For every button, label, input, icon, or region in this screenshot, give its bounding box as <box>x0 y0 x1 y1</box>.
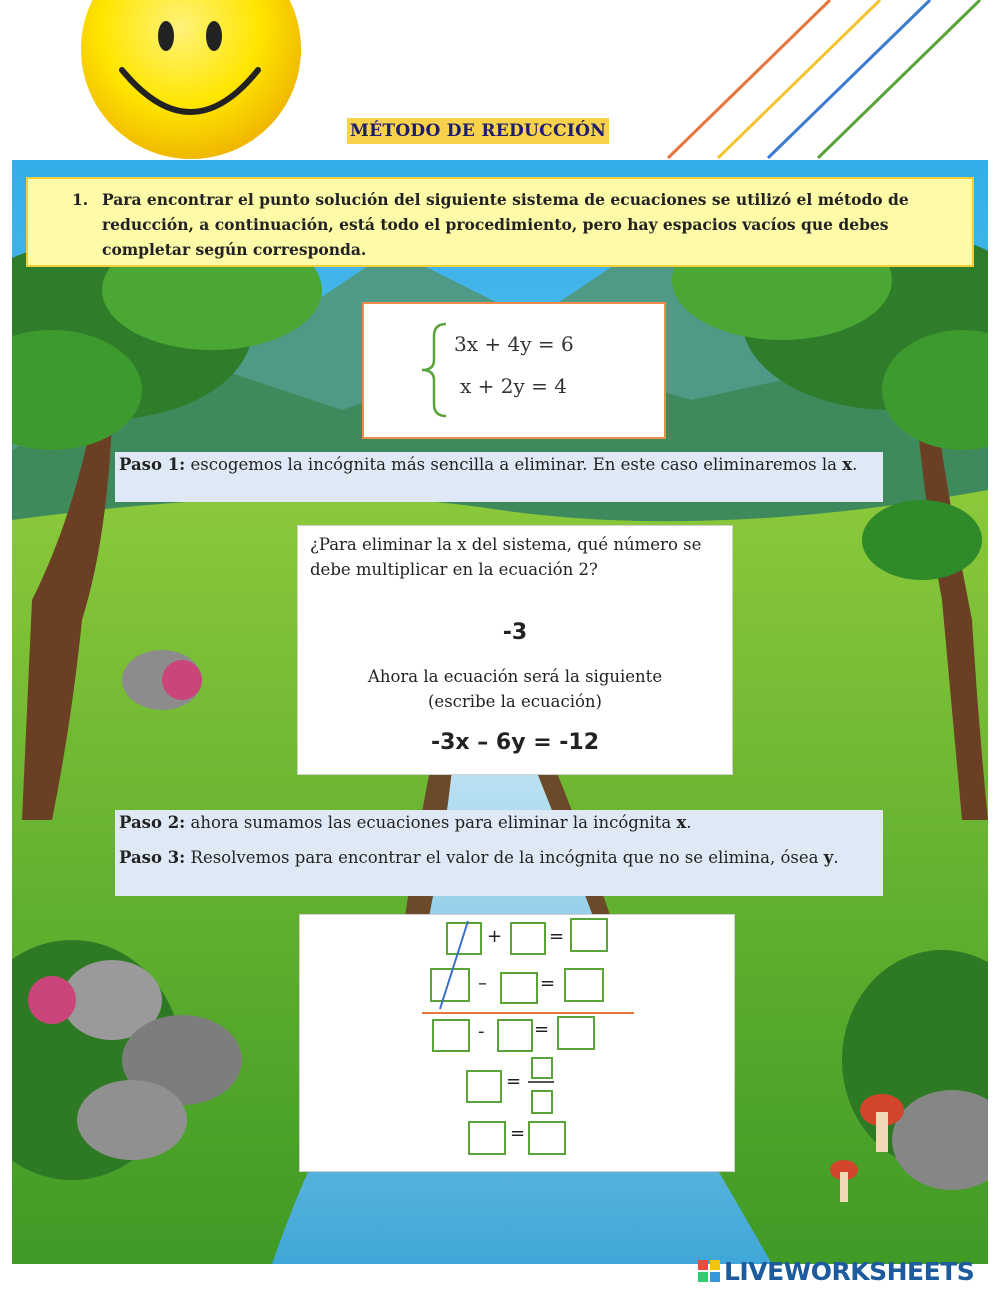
decorative-stripes <box>660 0 1000 160</box>
equals-sign: = <box>534 1019 550 1040</box>
blank-row5-result[interactable] <box>528 1121 566 1155</box>
equation-2: x + 2y = 4 <box>460 374 567 398</box>
blank-input[interactable] <box>468 1072 500 1101</box>
step-2-end: . <box>686 813 692 832</box>
step-3-end: . <box>833 848 839 867</box>
blank-row3-result[interactable] <box>557 1016 595 1050</box>
plus-sign: + <box>487 926 503 947</box>
blank-input[interactable] <box>470 1123 504 1153</box>
blank-row2-result[interactable] <box>564 968 604 1002</box>
prompt-line-1: Ahora la ecuación será la siguiente <box>367 667 663 686</box>
multiplier-answer: -3 <box>502 620 528 645</box>
equals-sign: = <box>540 973 556 994</box>
minus-sign: - <box>478 1021 485 1042</box>
blank-fraction-numerator[interactable] <box>531 1057 553 1079</box>
blank-row1-result[interactable] <box>570 918 608 952</box>
step-2 <box>119 813 692 832</box>
new-equation-answer: -3x – 6y = -12 <box>430 730 600 755</box>
step-1-box <box>115 452 883 502</box>
liveworksheets-logo <box>698 1256 998 1286</box>
instruction-number: 1. <box>72 190 89 209</box>
equals-sign: = <box>506 1071 522 1092</box>
step-2-3-box <box>115 810 883 896</box>
fraction-bar <box>528 1081 554 1083</box>
brand-name: LIVEWORKSHEETS <box>724 1257 975 1286</box>
equals-sign: = <box>549 926 565 947</box>
instruction-box <box>26 177 974 267</box>
question-prompt <box>298 664 732 714</box>
step-3-label: Paso 3: <box>119 848 186 867</box>
smiley-face-icon <box>80 0 302 160</box>
blank-input[interactable] <box>559 1018 593 1048</box>
prompt-line-2: (escribe la ecuación) <box>428 692 602 711</box>
step-1-var: x <box>842 455 853 474</box>
blank-input[interactable] <box>533 1092 551 1112</box>
step-3-var: y <box>823 848 834 867</box>
step-1-end: . <box>852 455 858 474</box>
blank-input[interactable] <box>566 970 602 1000</box>
question-text: ¿Para eliminar la x del sistema, qué número se debe multiplicar en la ecuación 2? <box>310 535 702 579</box>
blank-input[interactable] <box>530 1123 564 1153</box>
blank-input[interactable] <box>499 1021 531 1050</box>
blank-row3-term2[interactable] <box>497 1019 533 1052</box>
blank-row1-term2[interactable] <box>510 922 546 955</box>
cancel-slash-icon <box>436 919 472 1011</box>
page-title: MÉTODO DE REDUCCIÓN <box>347 118 609 144</box>
step-2-label: Paso 2: <box>119 813 186 832</box>
sum-line <box>422 1012 634 1014</box>
work-area <box>299 914 735 1172</box>
step-3-text: Resolvemos para encontrar el valor de la incógnita que no se elimina, ósea <box>185 848 824 867</box>
curly-brace-icon <box>418 322 448 418</box>
instruction-text: Para encontrar el punto solución del siguiente sistema de ecuaciones se utilizó el método de reducción, a continuación, está todo el procedimiento, pero hay espacios vacíos que debes completar según corresponda. <box>102 190 909 259</box>
blank-row4-variable[interactable] <box>466 1070 502 1103</box>
blank-input[interactable] <box>533 1060 551 1078</box>
blank-input[interactable] <box>434 1021 468 1050</box>
step-2-var: x <box>676 813 687 832</box>
minus-sign: – <box>478 973 487 994</box>
blank-input[interactable] <box>502 974 536 1002</box>
step-2-text: ahora sumamos las ecuaciones para eliminar la incógnita <box>185 813 677 832</box>
equation-system-box <box>362 302 666 439</box>
logo-blocks-icon <box>698 1260 720 1282</box>
blank-fraction-denominator[interactable] <box>531 1090 553 1114</box>
step-1-text: escogemos la incógnita más sencilla a eliminar. En este caso eliminaremos la <box>185 455 843 474</box>
blank-row2-term2[interactable] <box>500 972 538 1004</box>
equation-1: 3x + 4y = 6 <box>454 332 574 356</box>
blank-row5-variable[interactable] <box>468 1121 506 1155</box>
blank-input[interactable] <box>512 924 544 953</box>
equals-sign: = <box>510 1123 526 1144</box>
step-3 <box>119 846 879 870</box>
step-1-label: Paso 1: <box>119 455 186 474</box>
blank-row3-term1[interactable] <box>432 1019 470 1052</box>
blank-input[interactable] <box>572 920 606 950</box>
question-box <box>297 525 733 775</box>
